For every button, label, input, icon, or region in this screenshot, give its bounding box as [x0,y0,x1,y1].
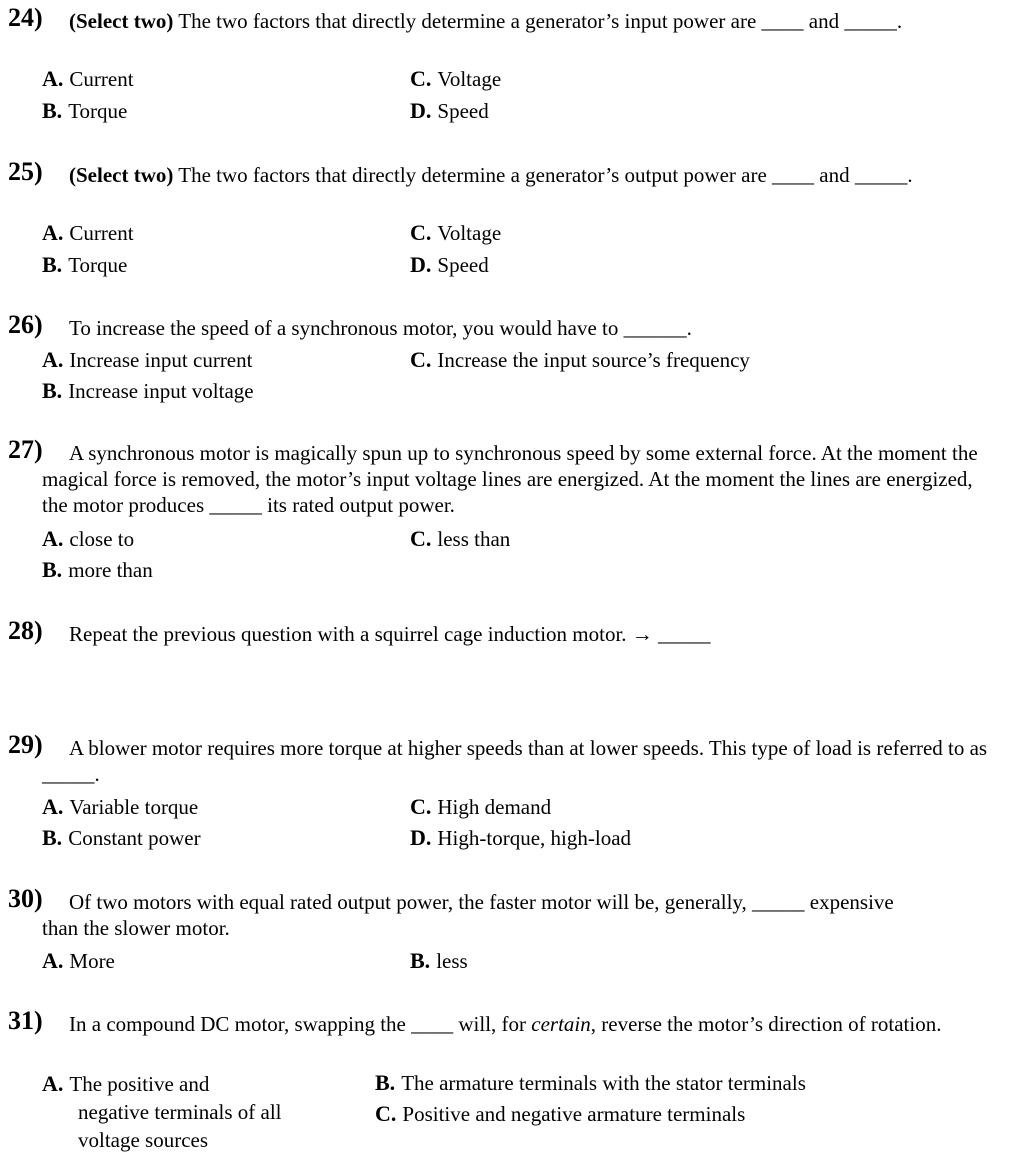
question-stem [0,616,1010,647]
option-a[interactable]: A. Current [42,66,134,91]
question-stem [0,310,1010,341]
question-stem [0,1006,1010,1037]
option-d[interactable]: D. Speed [410,98,489,123]
option-c[interactable]: C. Increase the input source’s frequency [410,347,750,372]
question-29 [0,730,1010,850]
question-text: In a compound DC motor, swapping the ____ will, for certain, reverse the motor’s direction of rotation. [69,1012,942,1036]
option-b[interactable]: B. less [410,948,468,973]
option-b[interactable]: B. Torque [42,98,128,123]
question-text: A synchronous motor is magically spun up to synchronous speed by some external force. At the moment the magical force is removed, the motor’s input voltage lines are energized. At the moment the lines are energized, the motor produces _____ its rated output power. [42,441,978,517]
question-text: The two factors that directly determine a generator’s input power are ____ and _____. [173,9,903,33]
option-b[interactable]: B. Increase input voltage [42,378,254,403]
question-27 [0,435,1010,582]
question-number: 31) [8,1006,43,1035]
question-number: 27) [8,435,43,464]
option-c[interactable]: C. High demand [410,794,552,819]
option-a[interactable]: A. More [42,948,115,973]
question-30 [0,884,1010,973]
question-text: A blower motor requires more torque at higher speeds than at lower speeds. This type of load is referred to as _____. [42,736,988,786]
question-text: The two factors that directly determine a generator’s output power are ____ and _____. [173,163,913,187]
question-26 [0,310,1010,403]
question-28 [0,616,1010,647]
question-text: To increase the speed of a synchronous motor, you would have to ______. [69,316,692,340]
question-number: 24) [8,3,43,32]
select-two-label: (Select two) [69,163,174,187]
option-a[interactable]: A. Increase input current [42,347,253,372]
option-c[interactable]: C. Voltage [410,220,502,245]
option-a[interactable]: A. close to [42,526,135,551]
option-d[interactable]: D. High-torque, high-load [410,825,632,850]
option-b[interactable]: B. Constant power [42,825,201,850]
option-b[interactable]: B. The armature terminals with the stator terminals [375,1070,806,1095]
question-text: Repeat the previous question with a squirrel cage induction motor. → _____ [69,622,711,646]
question-stem [0,884,1010,941]
question-number: 25) [8,157,43,186]
emphasis-certain: certain [531,1012,591,1036]
question-stem [0,157,1010,188]
option-a[interactable]: A. The positive and negative terminals of all voltage sources [42,1071,282,1152]
question-number: 26) [8,310,43,339]
option-c[interactable]: C. Voltage [410,66,502,91]
question-31 [0,1006,1010,1152]
question-stem [0,730,1010,787]
option-c[interactable]: C. Positive and negative armature terminals [375,1101,746,1126]
question-number: 30) [8,884,43,913]
option-b[interactable]: B. Torque [42,252,128,277]
question-number: 28) [8,616,43,645]
question-number: 29) [8,730,43,759]
question-stem [0,435,1010,518]
question-24 [0,3,1010,123]
option-b[interactable]: B. more than [42,557,153,582]
question-stem [0,3,1010,34]
option-d[interactable]: D. Speed [410,252,489,277]
select-two-label: (Select two) [69,9,174,33]
question-25 [0,157,1010,277]
option-c[interactable]: C. less than [410,526,511,551]
option-a[interactable]: A. Variable torque [42,794,199,819]
question-text: Of two motors with equal rated output power, the faster motor will be, generally, _____ expensive than the slower motor. [42,890,894,940]
option-a[interactable]: A. Current [42,220,134,245]
